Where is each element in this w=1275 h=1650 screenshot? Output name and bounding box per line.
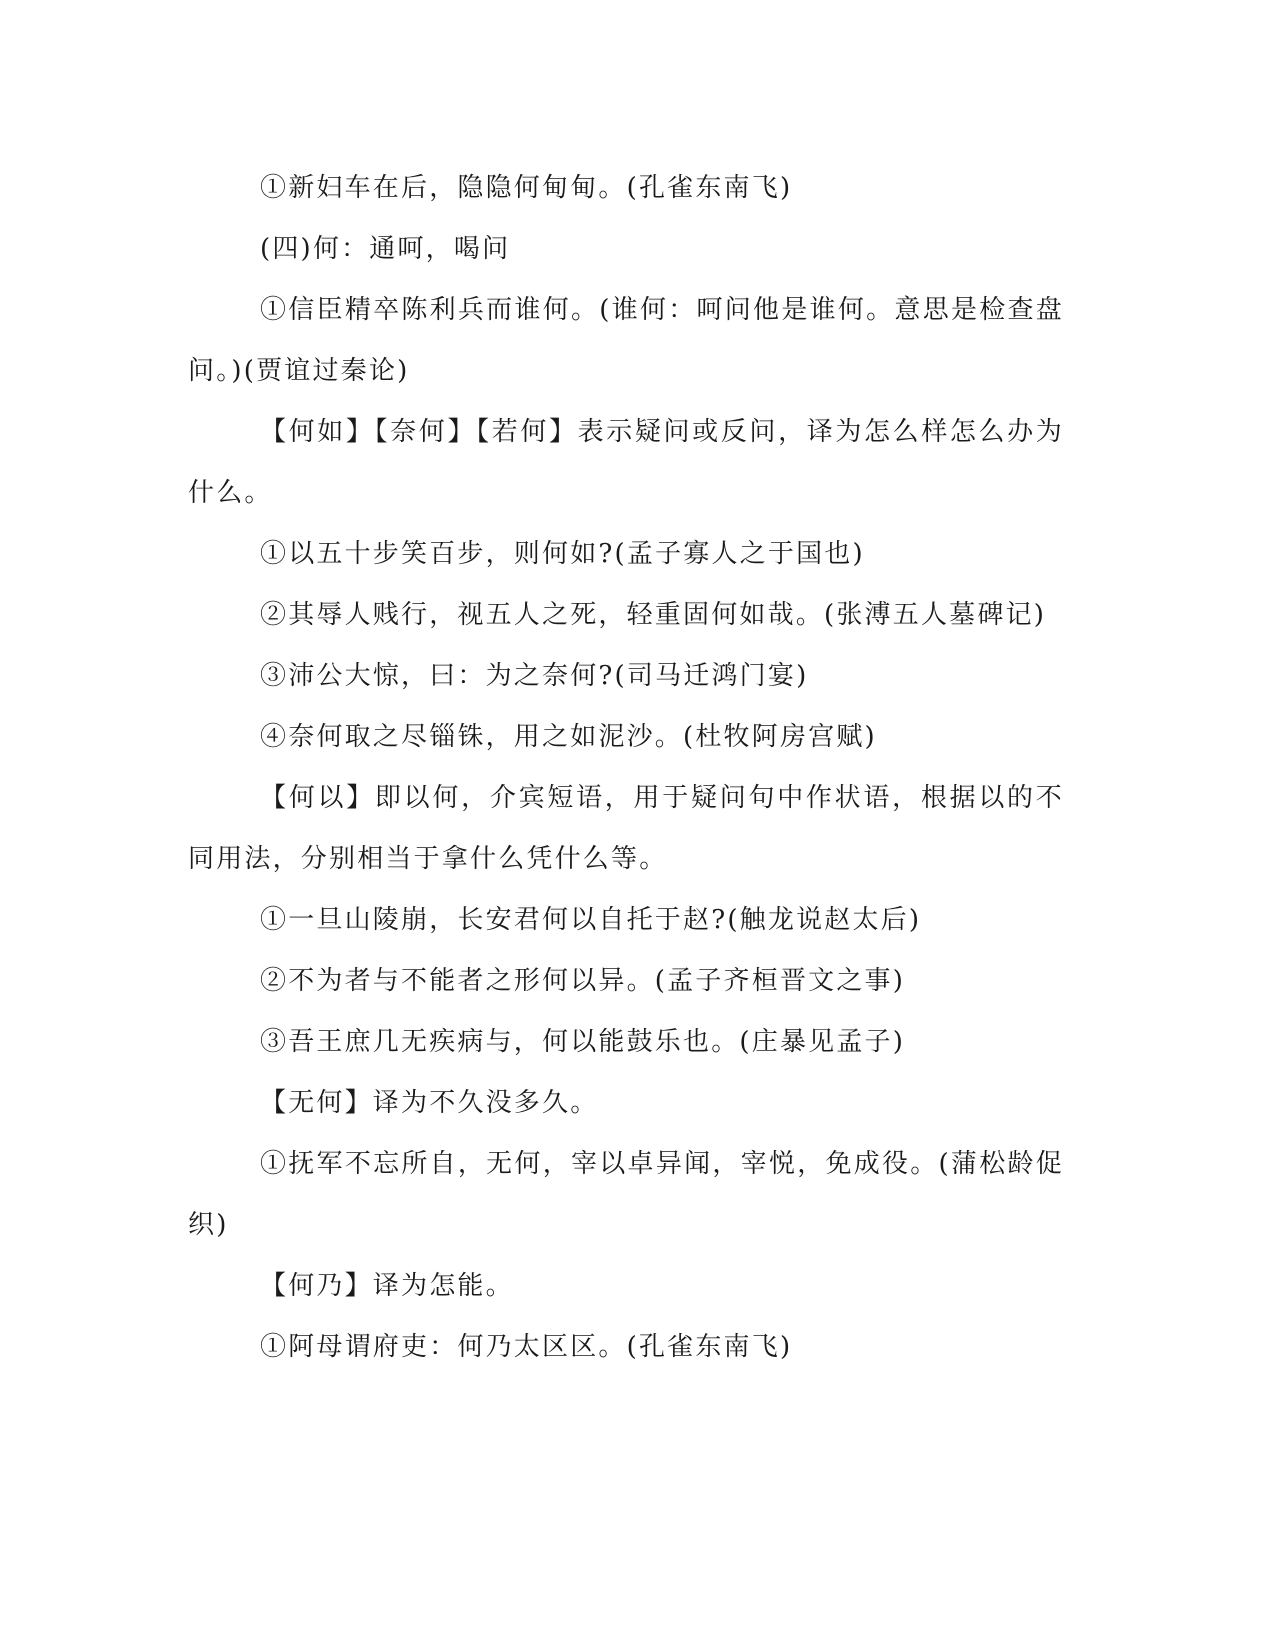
paragraph-16: ①阿母谓府吏：何乃太区区。(孔雀东南飞)	[260, 1332, 793, 1362]
paragraph-4: 【何如】【奈何】【若何】表示疑问或反问，译为怎么样怎么办为什么。	[188, 417, 1064, 508]
paragraph-6: ②其辱人贱行，视五人之死，轻重固何如哉。(张溥五人墓碑记)	[260, 600, 1047, 630]
paragraph-15: 【何乃】译为怎能。	[260, 1271, 514, 1301]
paragraph-5: ①以五十步笑百步，则何如?(孟子寡人之于国也)	[260, 539, 865, 569]
paragraph-8: ④奈何取之尽锱铢，用之如泥沙。(杜牧阿房宫赋)	[260, 722, 877, 752]
document-body	[188, 158, 1064, 1378]
paragraph-3: ①信臣精卒陈利兵而谁何。(谁何：呵问他是谁何。意思是检查盘问。)(贾谊过秦论)	[188, 295, 1064, 386]
paragraph-7: ③沛公大惊，曰：为之奈何?(司马迁鸿门宴)	[260, 661, 809, 691]
paragraph-12: ③吾王庶几无疾病与，何以能鼓乐也。(庄暴见孟子)	[260, 1027, 906, 1057]
paragraph-13: 【无何】译为不久没多久。	[260, 1088, 599, 1118]
paragraph-1: ①新妇车在后，隐隐何甸甸。(孔雀东南飞)	[260, 173, 793, 203]
paragraph-14: ①抚军不忘所自，无何，宰以卓异闻，宰悦，免成役。(蒲松龄促织)	[188, 1149, 1064, 1240]
paragraph-10: ①一旦山陵崩，长安君何以自托于赵?(触龙说赵太后)	[260, 905, 922, 935]
paragraph-9: 【何以】即以何，介宾短语，用于疑问句中作状语，根据以的不同用法，分别相当于拿什么凭什么等。	[188, 783, 1064, 874]
paragraph-11: ②不为者与不能者之形何以异。(孟子齐桓晋文之事)	[260, 966, 906, 996]
paragraph-2: (四)何：通呵，喝问	[260, 234, 511, 264]
